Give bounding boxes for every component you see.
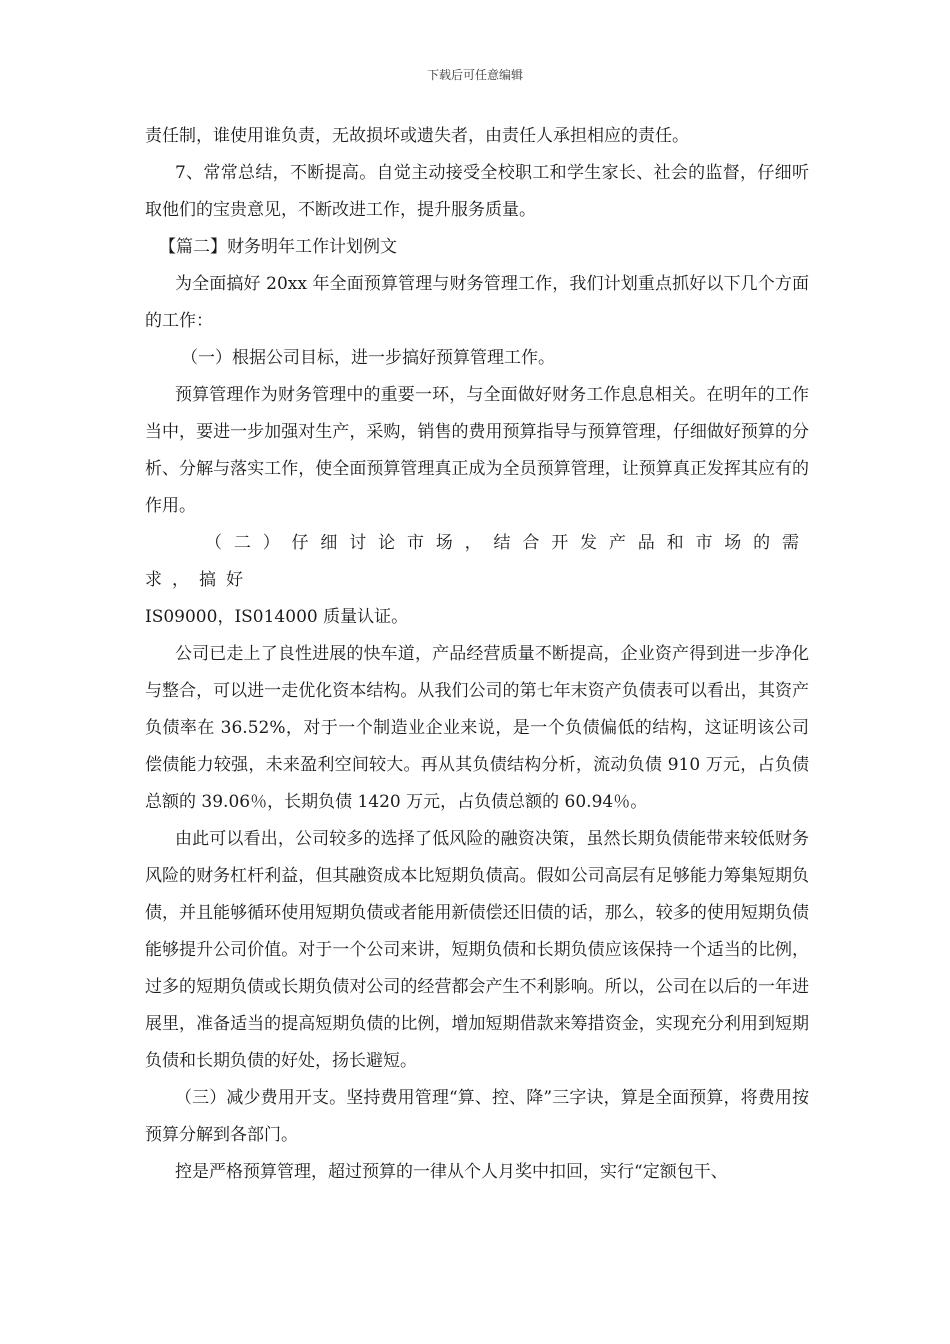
- paragraph-control: 控是严格预算管理，超过预算的一律从个人月奖中扣回，实行“定额包干、: [175, 1162, 728, 1182]
- subheading-3: （三）减少费用开支。坚持费用管理“算、控、降”三字诀，算是全面预算，将费用按预算分解到各部门。: [145, 1088, 809, 1145]
- paragraph-budget: 预算管理作为财务管理中的重要一环，与全面做好财务工作息息相关。在明年的工作当中，要进一步加强对生产，采购，销售的费用预算指导与预算管理，仔细做好预算的分析、分解与落实工作，使全面预算管理真正成为全员预算管理，让预算真正发挥其应有的作用。: [145, 385, 809, 516]
- paragraph-item-7: 7、常常总结，不断提高。自觉主动接受全校职工和学生家长、社会的监督，仔细听取他们的宝贵意见，不断改进工作，提升服务质量。: [145, 163, 809, 220]
- subheading-2: （二）仔细讨论市场，结合开发产品和市场的需求，搞好: [145, 533, 809, 590]
- subheading-2-continuation: IS09000，IS014000 质量认证。: [145, 607, 409, 627]
- paragraph-financing: 由此可以看出，公司较多的选择了低风险的融资决策，虽然长期负债能带来较低财务风险的财务杠杆利益，但其融资成本比短期负债高。假如公司高层有足够能力筹集短期负债，并且能够循环使用短期负债或者能用新债偿还旧债的话，那么，较多的使用短期负债能够提升公司价值。对于一个公司来讲，短期负债和长期负债应该保持一个适当的比例，过多的短期负债或长期负债对公司的经营都会产生不利影响。所以，公司在以后的一年进展里，准备适当的提高短期负债的比例，增加短期借款来筹措资金，实现充分利用到短期负债和长期负债的好处，扬长避短。: [145, 829, 809, 1071]
- paragraph-continuation: 责任制，谁使用谁负责，无故损坏或遗失者，由责任人承担相应的责任。: [145, 126, 689, 146]
- section-heading: 【篇二】财务明年工作计划例文: [159, 237, 397, 257]
- page-header: 下载后可任意编辑: [426, 68, 523, 82]
- paragraph-capital-structure: 公司已走上了良性进展的快车道，产品经营质量不断提高，企业资产得到进一步净化与整合，可以进一走优化资本结构。从我们公司的第七年末资产负债表可以看出，其资产负债率在 36.52%，对于一个制造业企业来说，是一个负债偏低的结构，这证明该公司偿债能力较强，未来盈利空间较大。再从其负债结构分析，流动负债 910 万元，占负债总额的 39.06％，长期负债 1420 万元，占负债总额的 60.94％。: [145, 644, 809, 812]
- document-body: [145, 118, 809, 1191]
- paragraph-intro: 为全面搞好 20xx 年全面预算管理与财务管理工作，我们计划重点抓好以下几个方面的工作：: [145, 274, 809, 331]
- subheading-1: （一）根据公司目标，进一步搞好预算管理工作。: [181, 348, 555, 368]
